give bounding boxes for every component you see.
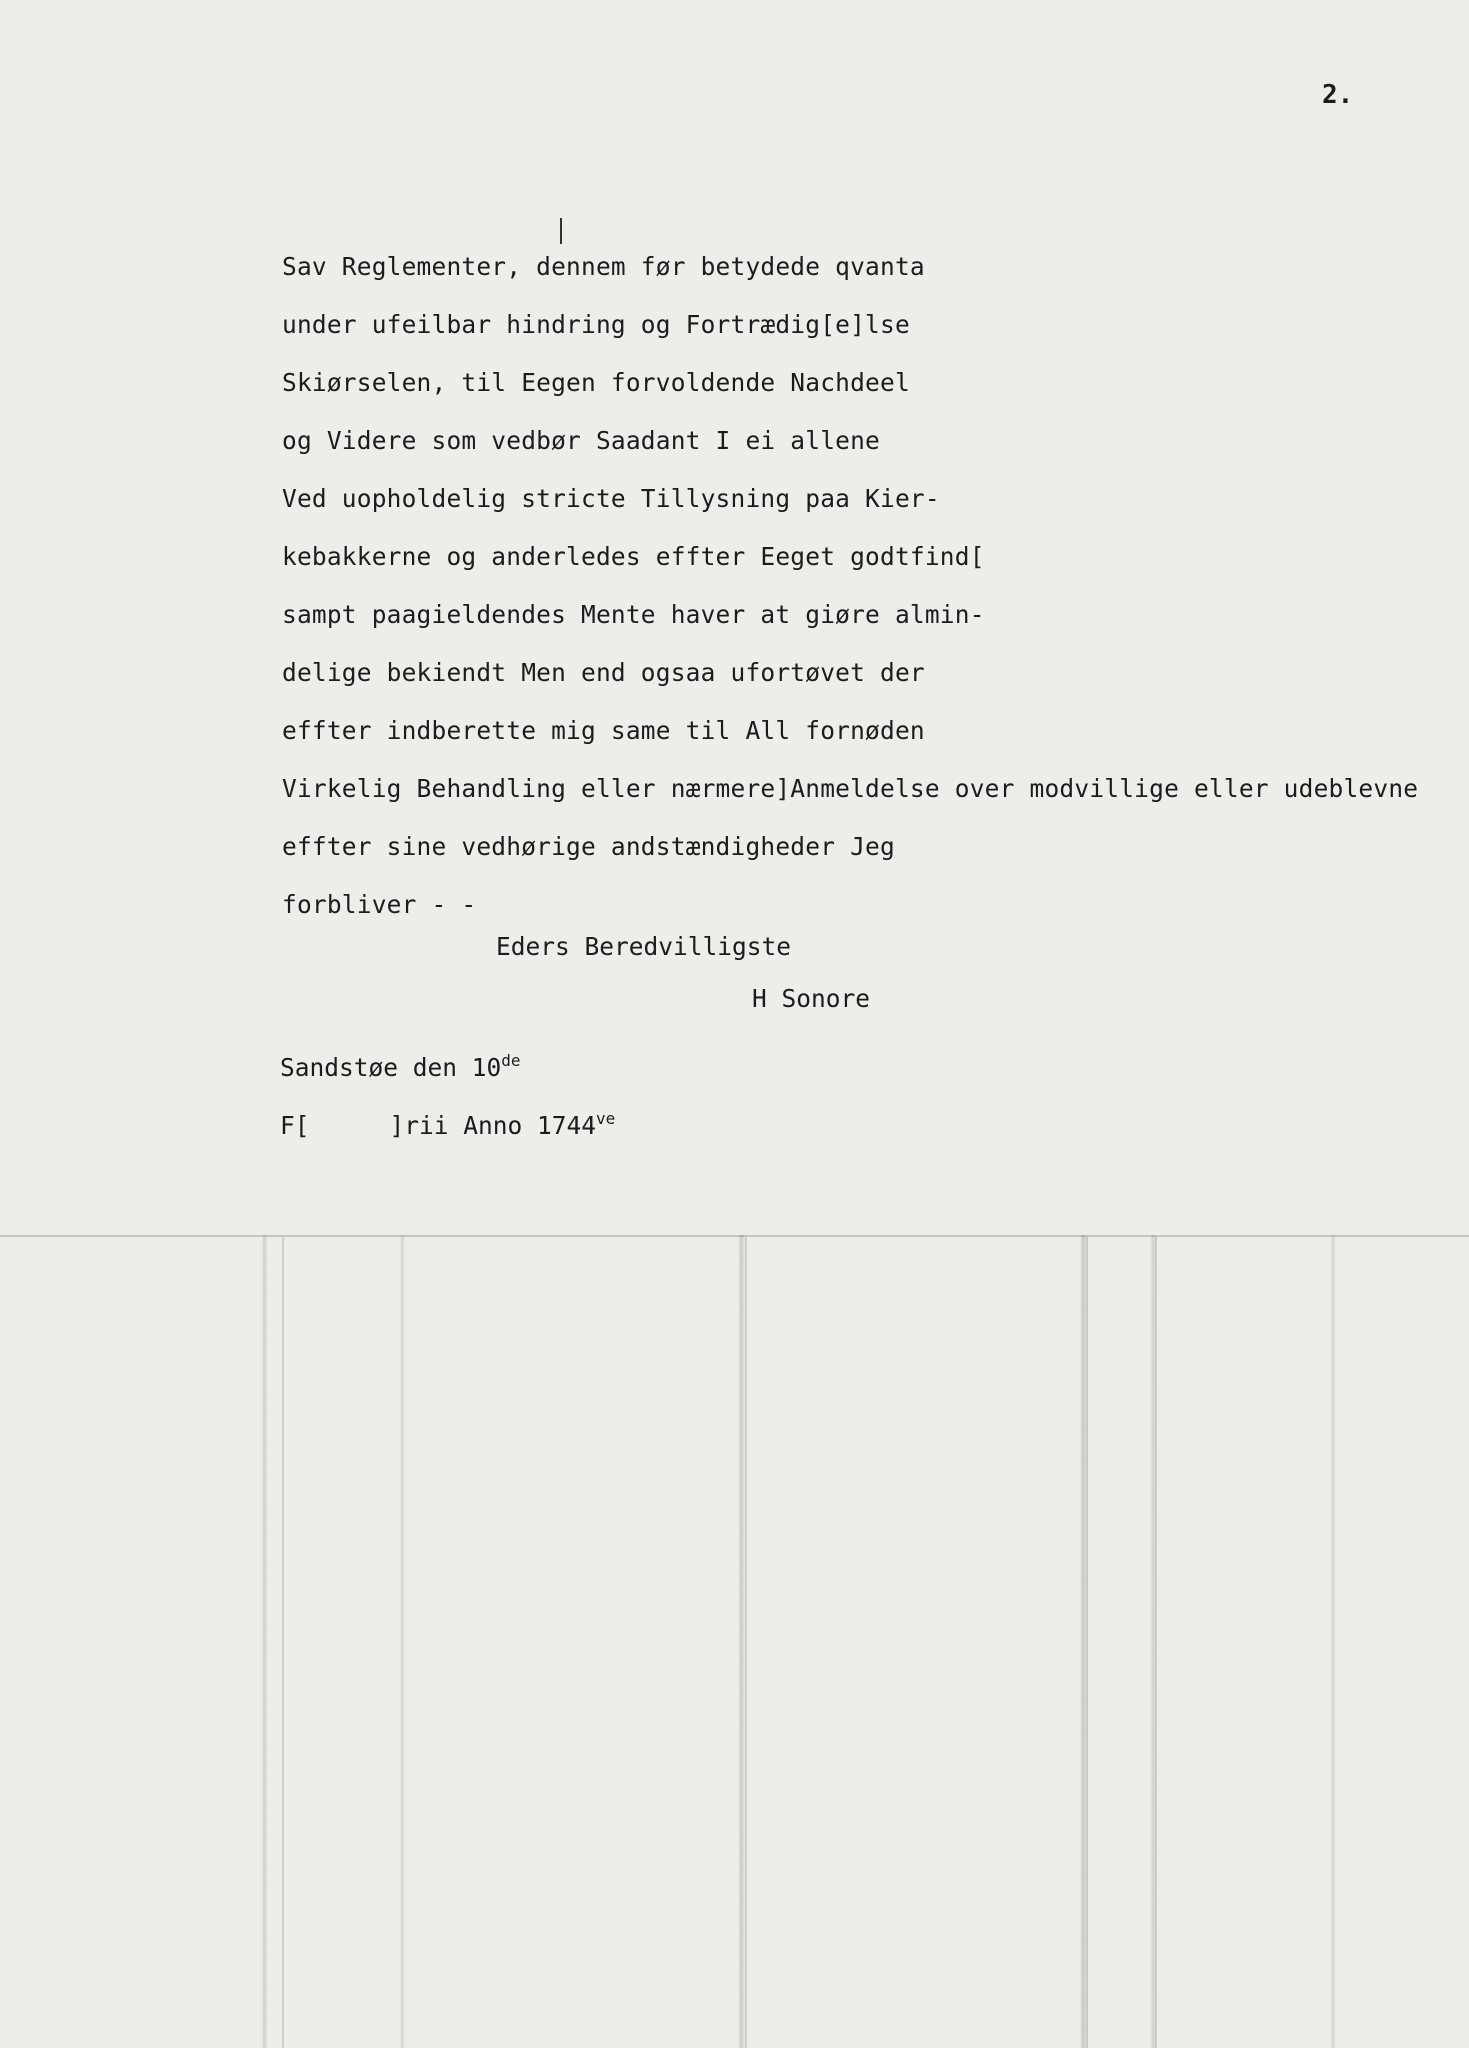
scan-streak [282,1237,284,2048]
place-date-line-2 [280,1090,615,1148]
scan-streak [1155,1237,1157,2048]
text-line: effter indberette mig same til All fornøden [282,716,925,745]
text-line: kebakkerne og anderledes effter Eeget godtfind[ [282,542,985,571]
text-line: Sav Reglementer, dennem før betydede qvanta [282,252,925,281]
place-date-line-1 [280,1032,615,1090]
place-date [280,1032,615,1148]
signature: H Sonore [752,984,871,1013]
text-line: og Videre som vedbør Saadant I ei allene [282,426,881,455]
closing-phrase: Eders Beredvilligste [496,932,792,961]
place-date-text: Sandstøe den 10 [280,1053,502,1082]
year-suffix: ve [596,1109,616,1128]
text-line: delige bekiendt Men end ogsaa ufortøvet der [282,658,925,687]
scan-streak [1086,1237,1088,2048]
page-number: 2. [1322,80,1354,110]
month-start: F[ [280,1111,310,1140]
scan-artifact-area [0,1235,1469,2048]
letter-body [282,238,1418,934]
text-line: Virkelig Behandling eller nærmere]Anmeldelse over modvillige eller udeblevne [282,774,1419,803]
month-end-year: ]rii Anno 1744 [389,1111,597,1140]
scan-streak [745,1237,747,2048]
text-line: effter sine vedhørige andstændigheder Jeg [282,832,895,861]
text-line: Ved uopholdelig stricte Tillysning paa Kier- [282,484,940,513]
text-line: under ufeilbar hindring og Fortrædig[e]lse [282,310,910,339]
text-line: Skiørselen, til Eegen forvoldende Nachdeel [282,368,910,397]
text-line: forbliver - - [282,890,477,919]
text-line: sampt paagieldendes Mente haver at giøre almin- [282,600,985,629]
ordinal-suffix: de [501,1051,521,1070]
